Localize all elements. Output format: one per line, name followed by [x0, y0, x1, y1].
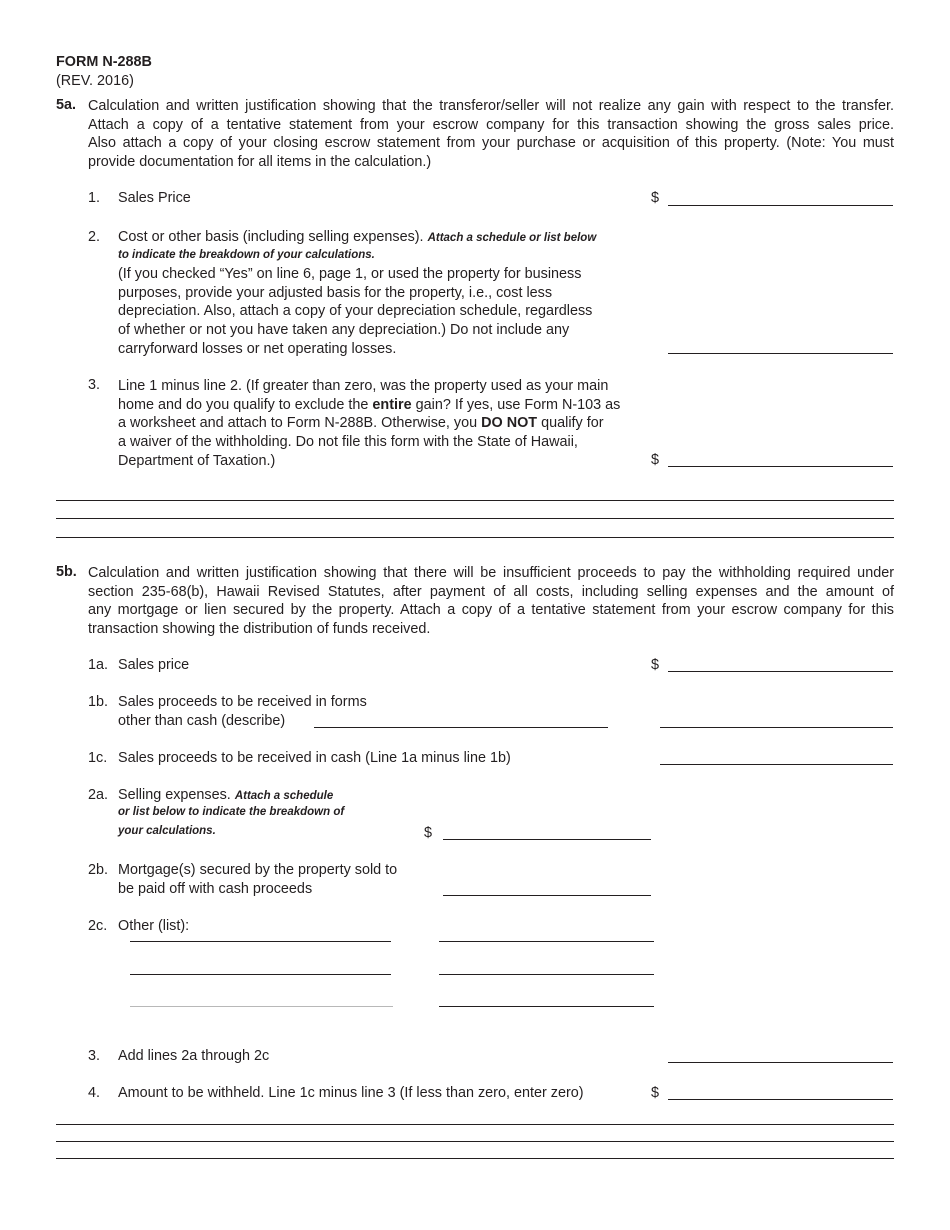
text-segment: home and do you qualify to exclude the [118, 396, 373, 413]
rule-line [56, 1158, 894, 1159]
text-segment: gain? If yes, use Form N-103 as [411, 396, 621, 413]
section-5b-label: 5b. [56, 564, 77, 580]
field-underline [130, 941, 391, 942]
dollar-sign: $ [424, 825, 433, 841]
explanation-line-5a-3[interactable] [56, 518, 894, 538]
section-5a-intro-line: Also attach a copy of your closing escrow statement from your purchase or acquisition of this property. (Note: You must [88, 135, 894, 152]
section-5a-intro-line: Calculation and written justification showing that the transferor/seller will not realize any gain with respect to the transfer. [88, 98, 894, 114]
line-5a-2-label-text: Cost or other basis (including selling expenses). [118, 229, 424, 245]
line-5a-2-text-line: depreciation. Also, attach a copy of your depreciation schedule, regardless [118, 303, 593, 320]
section-5b-intro-line: section 235-68(b), Hawaii Revised Statutes, after payment of all costs, including selling expenses and the amount of [88, 583, 894, 600]
sales-price-5b-field[interactable] [668, 652, 893, 672]
section-5b-intro-line: Calculation and written justification showing that there will be insufficient proceeds to pay the withholding required under [88, 565, 894, 581]
line-5b-1c-label: Sales proceeds to be received in cash (Line 1a minus line 1b) [118, 750, 511, 766]
line-5a-3-number: 3. [88, 377, 101, 393]
line-5b-2b-number: 2b. [88, 862, 109, 878]
other-item-description-field-2[interactable] [130, 955, 391, 975]
dollar-sign: $ [651, 452, 660, 468]
field-underline [439, 1006, 654, 1007]
line-5a-3-text-line [118, 396, 620, 415]
line-5b-2c-label: Other (list): [118, 918, 190, 934]
section-5a-intro-line: Attach a copy of a tentative statement from your escrow company for this transaction showing the gross sales price. [88, 116, 894, 133]
line-5a-2-label [118, 229, 596, 245]
explanation-line-5b-1[interactable] [56, 1105, 894, 1125]
line-5b-2a-note-2: or list below to indicate the breakdown of [118, 806, 345, 818]
field-underline [443, 895, 651, 896]
text-segment: qualify for [537, 415, 604, 432]
line-5a-1-number: 1. [88, 190, 101, 206]
line-5a-2-text-line: (If you checked “Yes” on line 6, page 1, or used the property for business [118, 266, 582, 282]
non-cash-proceeds-amount-field[interactable] [660, 708, 893, 728]
other-item-amount-field-1[interactable] [439, 922, 654, 942]
explanation-line-5b-3[interactable] [56, 1140, 894, 1160]
field-underline [660, 727, 893, 728]
line-5b-2c-number: 2c. [88, 918, 108, 934]
line-5b-4-number: 4. [88, 1085, 101, 1101]
field-underline [439, 974, 654, 975]
bold-text-segment: entire [372, 396, 412, 413]
line-5b-3-number: 3. [88, 1048, 101, 1064]
non-cash-proceeds-description-field[interactable] [314, 708, 608, 728]
field-underline [668, 671, 893, 672]
line-5b-1a-number: 1a. [88, 657, 109, 673]
explanation-line-5a-1[interactable] [56, 481, 894, 501]
line-5b-2a-note-3: your calculations. [118, 825, 216, 837]
field-underline [668, 1099, 893, 1100]
cash-proceeds-field[interactable] [660, 745, 893, 765]
line-5b-2a-label-text: Selling expenses. [118, 787, 231, 803]
amount-withheld-field[interactable] [668, 1080, 893, 1100]
dollar-sign: $ [651, 657, 660, 673]
bold-text-segment: DO NOT [481, 415, 538, 432]
line-5b-2a-number: 2a. [88, 787, 109, 803]
section-5a-intro [88, 97, 894, 172]
other-item-amount-field-2[interactable] [439, 955, 654, 975]
mortgage-payoff-field[interactable] [443, 876, 651, 896]
line-5a-3-text-line: Department of Taxation.) [118, 452, 276, 469]
other-item-amount-field-3[interactable] [439, 987, 654, 1007]
text-segment: a worksheet and attach to Form N-288B. Otherwise, you [118, 415, 482, 432]
line-5b-3-label: Add lines 2a through 2c [118, 1048, 270, 1064]
section-5b-intro-line: any mortgage or lien secured by the property. Attach a copy of a tentative statement from your escrow company for this [88, 602, 894, 619]
line-5a-2-text-line: of whether or not you have taken any depreciation.) Do not include any [118, 322, 570, 339]
line-5a-3-text-line: Line 1 minus line 2. (If greater than zero, was the property used as your main [118, 378, 609, 394]
total-expenses-field[interactable] [668, 1043, 893, 1063]
line-5b-1b-label-1: Sales proceeds to be received in forms [118, 694, 367, 710]
other-item-description-field-1[interactable] [130, 922, 391, 942]
field-underline [668, 466, 893, 467]
line-5b-4-label: Amount to be withheld. Line 1c minus line 3 (If less than zero, enter zero) [118, 1085, 584, 1101]
section-5b-intro [88, 564, 894, 639]
line-5a-2-note-a: Attach a schedule or list below [427, 232, 597, 244]
line-5b-1b-number: 1b. [88, 694, 109, 710]
line-5a-2-text-line: carryforward losses or net operating losses. [118, 340, 397, 357]
cost-basis-field[interactable] [668, 334, 893, 354]
dollar-sign: $ [651, 1085, 660, 1101]
selling-expenses-field[interactable] [443, 820, 651, 840]
dollar-sign: $ [651, 190, 660, 206]
rule-line [56, 537, 894, 538]
field-underline [439, 941, 654, 942]
field-underline [668, 353, 893, 354]
line-1-minus-line-2-field[interactable] [668, 447, 893, 467]
line-5a-3-text-line: a waiver of the withholding. Do not file this form with the State of Hawaii, [118, 434, 578, 451]
line-5a-2-note-b: to indicate the breakdown of your calculations. [118, 249, 375, 261]
explanation-line-5a-2[interactable] [56, 499, 894, 519]
section-5a-label: 5a. [56, 97, 77, 113]
line-5b-1a-label: Sales price [118, 657, 190, 673]
line-5a-2-text-line: purposes, provide your adjusted basis for the property, i.e., cost less [118, 284, 553, 301]
other-item-description-field-3[interactable] [130, 987, 393, 1007]
line-5b-1c-number: 1c. [88, 750, 108, 766]
line-5b-2a-note-1: Attach a schedule [234, 790, 334, 802]
line-5b-1b-label-2: other than cash (describe) [118, 713, 286, 729]
form-revision: (REV. 2016) [56, 73, 134, 89]
section-5a-intro-line: provide documentation for all items in the calculation.) [88, 154, 432, 171]
sales-price-5a-field[interactable] [668, 186, 893, 206]
field-underline [443, 839, 651, 840]
field-underline [130, 1006, 393, 1007]
line-5a-3-text [118, 377, 620, 471]
field-underline [130, 974, 391, 975]
form-name: FORM N-288B [56, 54, 152, 70]
line-5b-2b-label-2: be paid off with cash proceeds [118, 881, 313, 897]
field-underline [660, 764, 893, 765]
field-underline [668, 1062, 893, 1063]
field-underline [314, 727, 608, 728]
line-5b-2a-label [118, 787, 333, 803]
line-5b-2b-label-1: Mortgage(s) secured by the property sold to [118, 862, 398, 878]
line-5a-2-text [118, 265, 592, 359]
field-underline [668, 205, 893, 206]
section-5b-intro-line: transaction showing the distribution of funds received. [88, 621, 431, 638]
line-5a-2-number: 2. [88, 229, 101, 245]
line-5a-3-text-line [118, 414, 620, 433]
line-5a-1-label: Sales Price [118, 190, 191, 206]
